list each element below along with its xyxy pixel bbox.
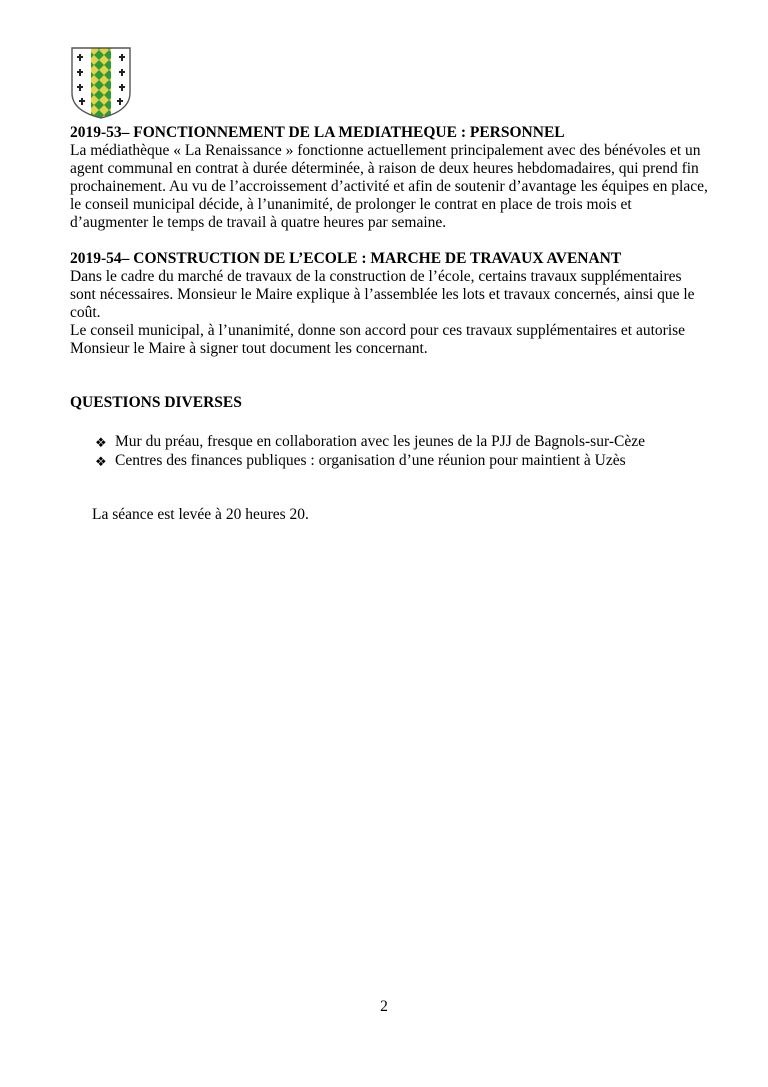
section-paragraph-mediatheque: La médiathèque « La Renaissance » fonctionne actuellement principalement avec des bénévoles et un agent communal en contrat à durée déterminée, à raison de deux heures hebdomadaires, qui prend fin prochainement. Au vu de l’accroissement d’activité et afin de soutenir d’avantage les équipes en place, le conseil municipal décide, à l’unanimité, de prolonger le contrat en place de trois mois et d’augmenter le temps de travail à quatre heures par semaine.	[70, 142, 708, 231]
closing-statement: La séance est levée à 20 heures 20.	[92, 506, 309, 523]
list-item	[95, 432, 710, 451]
section-heading-mediatheque: 2019-53– FONCTIONNEMENT DE LA MEDIATHEQUE : PERSONNEL	[70, 124, 565, 141]
page-number: 2	[380, 998, 388, 1015]
section-paragraph-ecole-decision: Le conseil municipal, à l’unanimité, donne son accord pour ces travaux supplémentaires et autorise Monsieur le Maire à signer tout document les concernant.	[70, 322, 686, 357]
list-item	[95, 451, 710, 470]
questions-list	[70, 432, 710, 470]
diamond-bullet-icon: ❖	[95, 454, 107, 469]
diamond-bullet-icon: ❖	[95, 435, 107, 450]
questions-heading: QUESTIONS DIVERSES	[70, 394, 242, 411]
section-heading-ecole: 2019-54– CONSTRUCTION DE L’ECOLE : MARCHE DE TRAVAUX AVENANT	[70, 250, 622, 267]
document-body	[70, 124, 710, 524]
question-item-text: Centres des finances publiques : organisation d’une réunion pour maintient à Uzès	[115, 452, 626, 469]
section-paragraph-ecole: Dans le cadre du marché de travaux de la construction de l’école, certains travaux supplémentaires sont nécessaires. Monsieur le Maire explique à l’assemblée les lots et travaux concernés, ainsi que le coût.	[70, 268, 695, 321]
question-item-text: Mur du préau, fresque en collaboration avec les jeunes de la PJJ de Bagnols-sur-Cèze	[115, 433, 645, 450]
coat-of-arms-icon	[69, 45, 133, 121]
